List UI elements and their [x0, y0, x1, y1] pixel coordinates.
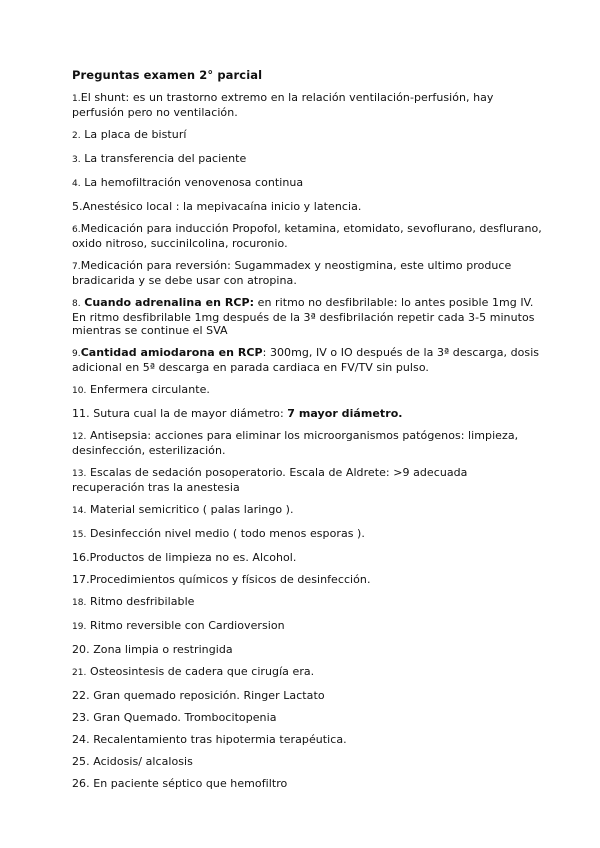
- item-number: 21.: [72, 668, 87, 678]
- item-text: Ritmo reversible con Cardioversion: [90, 619, 285, 632]
- list-item-9: [72, 346, 542, 374]
- item-bold-text: 7 mayor diámetro.: [287, 407, 403, 420]
- item-text: La transferencia del paciente: [84, 152, 247, 165]
- item-number: 2.: [72, 131, 81, 141]
- item-text: En paciente séptico que hemofiltro: [89, 777, 288, 790]
- list-item-26: [72, 777, 542, 790]
- item-text: Sutura cual la de mayor diámetro:: [93, 407, 288, 420]
- item-number: 26.: [72, 777, 90, 790]
- item-number: 15.: [72, 530, 87, 540]
- item-text: Zona limpia o restringida: [89, 643, 233, 656]
- item-text: Antisepsia: acciones para eliminar los microorganismos patógenos: limpieza, desinfección, esterilización.: [72, 429, 519, 457]
- item-text: Enfermera circulante.: [90, 383, 210, 396]
- item-number: 18.: [72, 598, 87, 608]
- item-number: 23.: [72, 711, 90, 724]
- list-item-14: [72, 503, 542, 518]
- item-bold-text: Cuando adrenalina en RCP:: [84, 296, 255, 309]
- list-item-8: [72, 296, 542, 337]
- list-item-5: [72, 200, 542, 213]
- list-item-4: [72, 176, 542, 191]
- item-number: 8.: [72, 299, 81, 309]
- list-item-12: [72, 429, 542, 457]
- list-item-19: [72, 619, 542, 634]
- list-item-6: [72, 222, 542, 250]
- item-text: La hemofiltración venovenosa continua: [84, 176, 304, 189]
- list-item-23: [72, 711, 542, 724]
- item-text: Ritmo desfribilable: [90, 595, 195, 608]
- item-number: 9.: [72, 349, 81, 359]
- list-item-24: [72, 733, 542, 746]
- list-item-11: [72, 407, 542, 420]
- list-item-17: [72, 573, 542, 586]
- item-number: 17.: [72, 573, 90, 586]
- item-text: Acidosis/ alcalosis: [89, 755, 193, 768]
- list-item-16: [72, 551, 542, 564]
- item-text: Gran Quemado. Trombocitopenia: [89, 711, 277, 724]
- item-text: Material semicritico ( palas laringo ).: [90, 503, 294, 516]
- item-number: 1.: [72, 94, 81, 104]
- document-page: [72, 68, 542, 799]
- item-number: 13.: [72, 469, 87, 479]
- item-text: Procedimientos químicos y físicos de desinfección.: [89, 573, 371, 586]
- list-item-10: [72, 383, 542, 398]
- item-text: en ritmo no desfibrilable: lo antes posible 1mg IV. En ritmo desfibrilable 1mg después de la 3ª desfibrilación repetir cada 3-5 minutos mientras se continue el SVA: [72, 296, 535, 337]
- item-number: 20.: [72, 643, 90, 656]
- item-number: 25.: [72, 755, 90, 768]
- list-item-18: [72, 595, 542, 610]
- item-text: Desinfección nivel medio ( todo menos esporas ).: [90, 527, 365, 540]
- item-text: Recalentamiento tras hipotermia terapéutica.: [89, 733, 347, 746]
- item-number: 7.: [72, 262, 81, 272]
- item-bold-text: Cantidad amiodarona en RCP: [80, 346, 263, 359]
- item-text: Escalas de sedación posoperatorio. Escala de Aldrete: >9 adecuada recuperación tras la anestesia: [72, 466, 468, 494]
- item-number: 10.: [72, 386, 87, 396]
- item-text: Medicación para reversión: Sugammadex y neostigmina, este ultimo produce bradicarida y se debe usar con atropina.: [72, 259, 512, 287]
- item-text: : 300mg, IV o IO después de la 3ª descarga, dosis adicional en 5ª descarga en parada cardiaca en FV/TV sin pulso.: [72, 346, 540, 374]
- item-number: 6.: [72, 225, 81, 235]
- list-item-3: [72, 152, 542, 167]
- item-text: El shunt: es un trastorno extremo en la relación ventilación-perfusión, hay perfusión pero no ventilación.: [72, 91, 494, 119]
- item-number: 12.: [72, 432, 87, 442]
- list-item-21: [72, 665, 542, 680]
- item-number: 16.: [72, 551, 90, 564]
- item-text: La placa de bisturí: [80, 128, 187, 141]
- list-item-1: [72, 91, 542, 119]
- item-number: 5.: [72, 200, 83, 213]
- item-number: 4.: [72, 179, 81, 189]
- item-text: Gran quemado reposición. Ringer Lactato: [89, 689, 325, 702]
- item-number: 14.: [72, 506, 87, 516]
- list-item-2: [72, 128, 542, 143]
- list-item-20: [72, 643, 542, 656]
- item-number: 22.: [72, 689, 90, 702]
- item-number: 24.: [72, 733, 90, 746]
- list-item-22: [72, 689, 542, 702]
- item-text: Osteosintesis de cadera que cirugía era.: [90, 665, 315, 678]
- list-item-13: [72, 466, 542, 494]
- document-title: Preguntas examen 2° parcial: [72, 68, 263, 82]
- item-text: Productos de limpieza no es. Alcohol.: [89, 551, 297, 564]
- list-item-15: [72, 527, 542, 542]
- item-text: Anestésico local : la mepivacaína inicio y latencia.: [82, 200, 362, 213]
- item-text: Medicación para inducción Propofol, ketamina, etomidato, sevoflurano, desflurano, oxido nitroso, succinilcolina, rocuronio.: [72, 222, 542, 250]
- item-number: 19.: [72, 622, 87, 632]
- item-number: 11.: [72, 407, 90, 420]
- list-item-7: [72, 259, 542, 287]
- list-item-25: [72, 755, 542, 768]
- item-number: 3.: [72, 155, 81, 165]
